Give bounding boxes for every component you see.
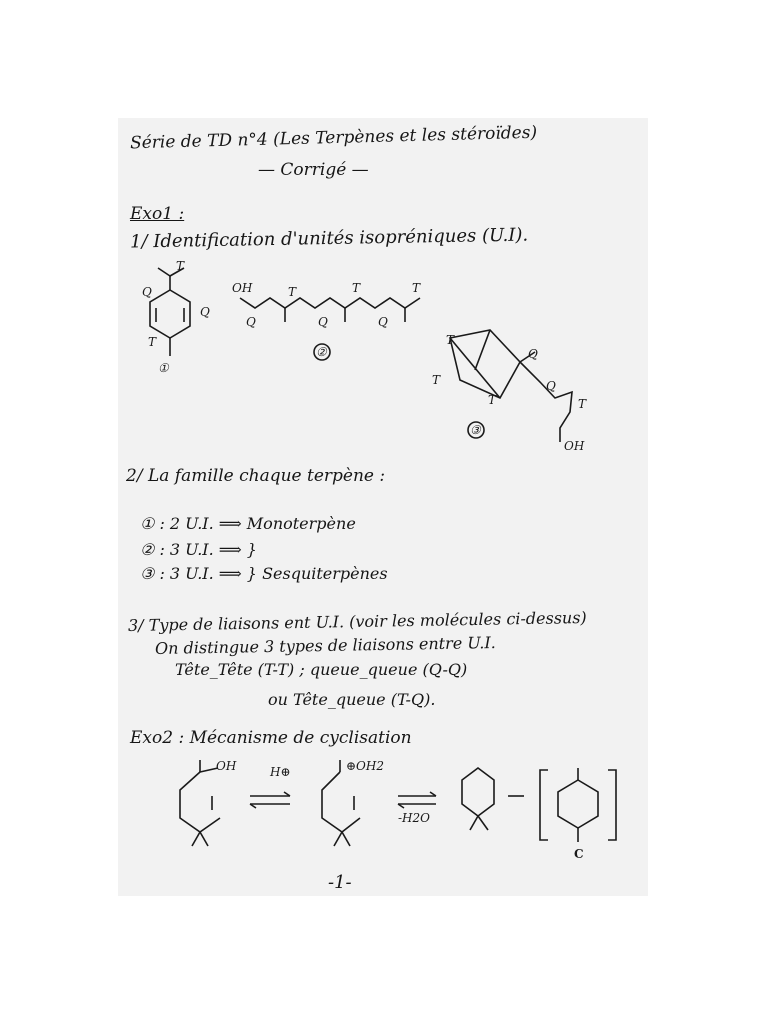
question-3-line4: ou Tête_queue (T-Q). (268, 690, 436, 709)
mol2-label-q: Q (246, 315, 256, 329)
mol3-label-t4: T (578, 397, 587, 411)
page-subtitle: — Corrigé — (258, 160, 369, 180)
family-text-3: : 3 U.I. ⟹ } Sesquiterpènes (159, 564, 388, 583)
mol1-label-t2: T (148, 335, 157, 349)
question-3-line3: Tête_Tête (T-T) ; queue_queue (Q-Q) (175, 660, 468, 679)
mol3-label-q: Q (528, 347, 538, 361)
family-text-2: : 3 U.I. ⟹ } (159, 540, 257, 559)
mol3-label-t2: T (432, 373, 441, 387)
mol2-oh: OH (232, 281, 253, 295)
mol2-label-t2: T (352, 281, 361, 295)
ex2-mol3 (462, 768, 494, 816)
question-3: 3/ Type de liaisons ent U.I. (voir les molécules ci-dessus) (127, 607, 587, 636)
mol1-label-t: T (176, 259, 185, 273)
mol3-oh: OH (564, 439, 585, 453)
mol3-number: ③ (470, 423, 481, 437)
family-num-1: ① (140, 514, 155, 533)
family-text-1: : 2 U.I. ⟹ Monoterpène (159, 514, 356, 533)
mol2-number: ② (316, 345, 327, 359)
mol1-label-q: Q (142, 285, 152, 299)
question-3-line2: On distingue 3 types de liaisons entre U.I. (154, 633, 496, 658)
mol2-label-q2: Q (318, 315, 328, 329)
question-1: 1/ Identification d'unités isopréniques (U.I). (129, 224, 529, 253)
family-num-3: ③ (140, 564, 155, 583)
mol2-label-t3: T (412, 281, 421, 295)
ex2-mol1 (180, 772, 220, 832)
ex2-oh2: ⊕OH2 (346, 759, 384, 773)
page-number: -1- (328, 872, 352, 893)
mol2-label-t: T (288, 285, 297, 299)
mol3-label-q2: Q (546, 379, 556, 393)
question-2: 2/ La famille chaque terpène : (126, 466, 386, 486)
ex2-c-label: C (574, 847, 584, 861)
ex2-h-plus: H⊕ (270, 765, 291, 779)
mol3-label-t3: T (488, 393, 497, 407)
mol2-label-q3: Q (378, 315, 388, 329)
exercise1-label: Exo1 : (130, 204, 185, 224)
page-title: Série de TD n°4 (Les Terpènes et les stéroïdes) (129, 122, 538, 154)
ex2-carbocation (558, 780, 598, 828)
exercise2-label: Exo2 : Mécanisme de cyclisation (130, 728, 412, 748)
mol3-label-t: T (446, 333, 455, 347)
mol1-number: ① (158, 361, 169, 375)
mol1-label-q2: Q (200, 305, 210, 319)
ex2-minus-h2o: -H2O (398, 811, 430, 825)
family-num-2: ② (140, 540, 155, 559)
ex2-oh: OH (216, 759, 237, 773)
